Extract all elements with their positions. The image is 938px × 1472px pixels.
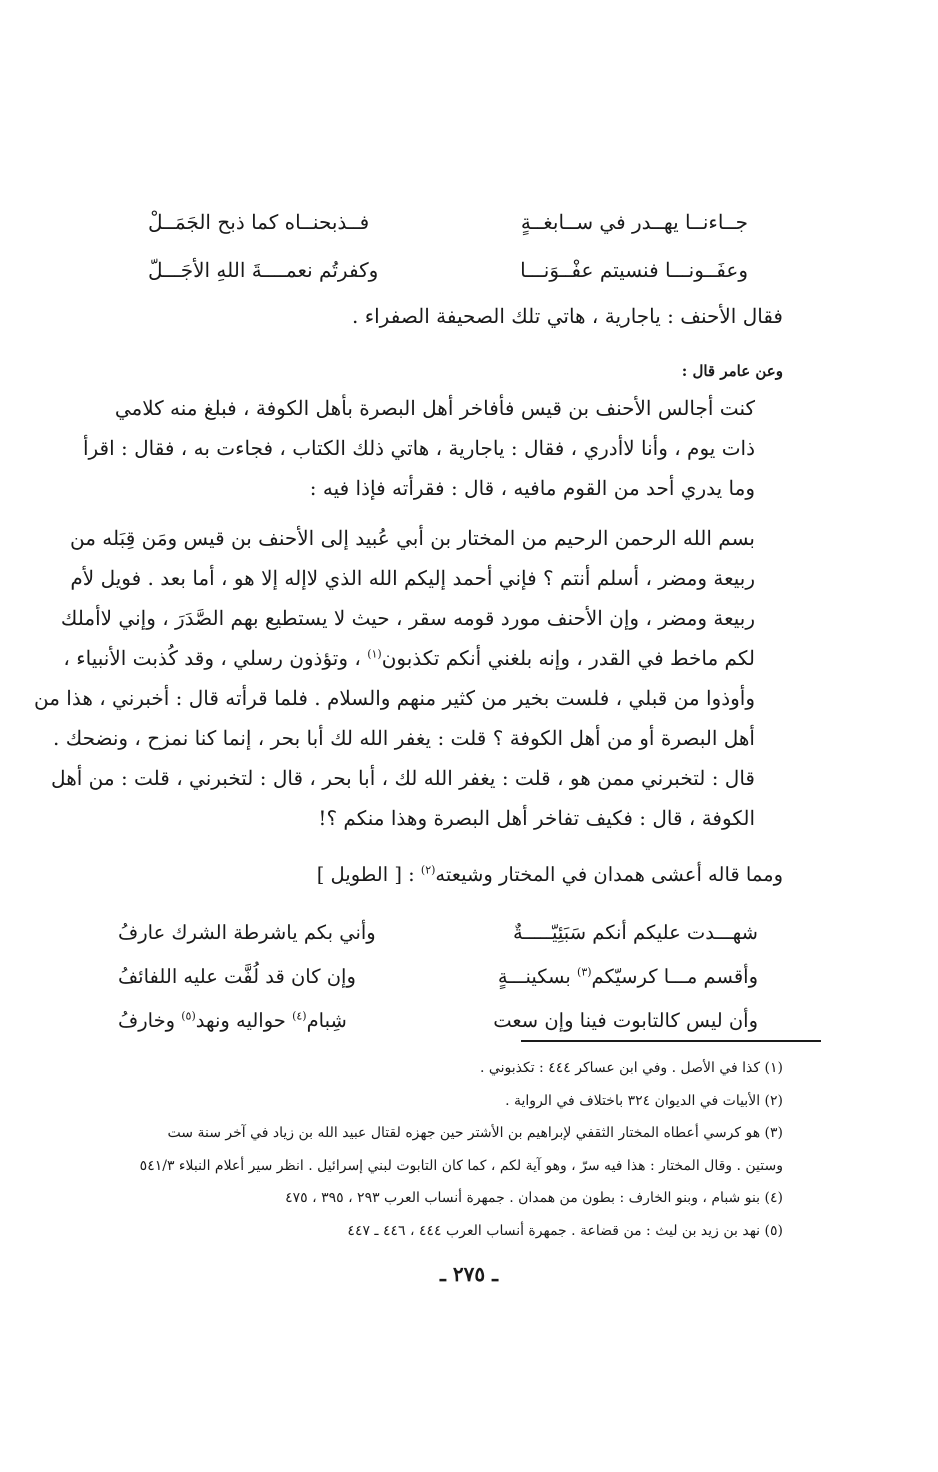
text-line: الكوفة ، قال : فكيف تفاخر أهل البصرة وهذا منكم ؟!: [318, 806, 755, 830]
text-segment: ومما قاله أعشى همدان في المختار وشيعته: [435, 863, 783, 886]
poem-hemistich-right: وعفَــونـــا فنسيتم عفْــوَنـــا: [520, 258, 748, 282]
text-segment: شِبام: [306, 1008, 347, 1032]
footnote-5: (٥) نهد بن زيد بن ليث : من قضاعة . جمهرة أنساب العرب ٤٤٤ ، ٤٤٦ ـ ٤٤٧: [347, 1222, 783, 1239]
poem-hemistich-left: فــذبحنــاه كما ذبح الجَمَــلْ: [148, 210, 370, 234]
poem-opening: [148, 198, 748, 294]
footnotes: [141, 1052, 783, 1247]
poem-hemistich-right: شهـــدت عليكم أنكم سَبَئِيّـــــةٌ: [513, 920, 758, 944]
text-line: بسم الله الرحمن الرحيم من المختار بن أبي عُبيد إلى الأحنف بن قيس ومَن قِبَله من: [70, 526, 755, 550]
footnote-ref-3[interactable]: (٣): [577, 965, 592, 978]
text-line: ربيعة ومضر ، أسلم أنتم ؟ فإني أحمد إليكم الله الذي لاإله إلا هو ، أما بعد . فويل لأم: [70, 566, 755, 590]
text-segment: : [ الطويل ]: [316, 863, 421, 886]
text-line: قال : لتخبرني ممن هو ، قلت : يغفر الله لك ، أبا بحر ، قال : لتخبرني ، قلت : من أهل: [51, 766, 755, 790]
poem-couplet: [148, 246, 748, 294]
text-line: وأوذوا من قبلي ، فلست بخير من كثير منهم والسلام . فلما قرأته قال : أخبرني ، هذا من: [33, 686, 755, 710]
text-line: ذات يوم ، وأنا لاأدري ، فقال : ياجارية ، هاتي ذلك الكتاب ، فجاءت به ، فقال : اقرأ: [82, 436, 755, 460]
text-line: وما يدري أحد من القوم مافيه ، قال : فقرأته فإذا فيه :: [309, 476, 755, 500]
text-line: أهل البصرة أو من أهل الكوفة ؟ قلت : يغفر الله لك أبا بحر ، إنما كنا نمزح ، ونضحك .: [53, 726, 755, 750]
text-segment: لكم ماخط في القدر ، وإنه بلغني أنكم تكذبون: [381, 646, 755, 670]
footnote-3-line-2: وستين . وقال المختار : هذا فيه سرّ ، وهو آية لكم ، كما كان التابوت لبني إسرائيل . انظر سير أعلام النبلاء ٥٤١/٣: [139, 1157, 783, 1174]
footnote-4: (٤) بنو شبام ، وبنو الخارف : بطون من همدان . جمهرة أنساب العرب ٢٩٣ ، ٣٩٥ ، ٤٧٥: [285, 1190, 783, 1206]
paragraph-amer-story: [82, 388, 783, 508]
text-line: كنت أجالس الأحنف بن قيس فأفاخر أهل البصرة بأهل الكوفة ، فبلغ منه كلامي: [114, 396, 755, 420]
text-line: ربيعة ومضر ، وإن الأحنف مورد قومه سقر ، حيث لا يستطيع بهم الصَّدَرَ ، وإني لاأملك: [60, 606, 755, 630]
text-segment: ، وتؤذون رسلي ، وقد كُذبت الأنبياء ،: [63, 646, 368, 670]
footnote-divider: [521, 1040, 821, 1042]
poem-couplet: [118, 998, 758, 1042]
poem-hemistich-right: جــاءنــا يهــدر في ســابغــةٍ: [520, 210, 748, 234]
poem-couplet: [118, 910, 758, 954]
footnote-ref-5[interactable]: (٥): [181, 1009, 196, 1022]
footnote-ref-4[interactable]: (٤): [292, 1009, 307, 1022]
poem-couplet: [118, 954, 758, 998]
text-segment: حواليه ونهد: [195, 1008, 293, 1032]
page-number: ـ ٢٧٥ ـ: [440, 1262, 498, 1286]
text-segment: وأقسم مـــا كرسيّكم: [591, 964, 758, 988]
footnote-1: (١) كذا في الأصل . وفي ابن عساكر ٤٤٤ : تكذبوني .: [480, 1060, 783, 1076]
paragraph-ahnaf-request: فقال الأحنف : ياجارية ، هاتي تلك الصحيفة الصفراء .: [351, 304, 783, 328]
poem-hemistich-right: [498, 965, 758, 988]
poem-hemistich-right: وأن ليس كالتابوت فينا وإن سعت: [493, 1008, 758, 1032]
paragraph-letter: [33, 518, 783, 838]
poem-couplet: [148, 198, 748, 246]
footnote-ref-2[interactable]: (٢): [420, 863, 436, 877]
text-segment: بسكينـــةٍ: [497, 964, 578, 988]
poem-hemistich-left: وإن كان قد لُفَّت عليه اللفائفُ: [118, 964, 356, 988]
poem-hemistich-left: [118, 1009, 347, 1032]
text-line: [63, 638, 783, 678]
section-header-amer: وعن عامر قال :: [681, 362, 783, 380]
paragraph-poem-intro: [317, 856, 783, 894]
poem-hemistich-left: وأني بكم ياشرطة الشرك عارفُ: [118, 920, 376, 944]
footnote-3-line-1: (٣) هو كرسي أعطاه المختار الثقفي لإبراهيم بن الأشتر حين جهزه لقتال عبيد الله بن زياد في آخر سنة ست: [167, 1125, 783, 1141]
footnote-ref-1[interactable]: (١): [367, 647, 382, 661]
poem-asha-hamdan: [118, 910, 758, 1042]
poem-hemistich-left: وكفرتُم نعمــــةَ اللهِ الأجَـــلّ: [148, 258, 379, 282]
footnote-2: (٢) الأبيات في الديوان ٣٢٤ باختلاف في الرواية .: [505, 1092, 783, 1109]
text-segment: وخارفُ: [118, 1008, 182, 1032]
